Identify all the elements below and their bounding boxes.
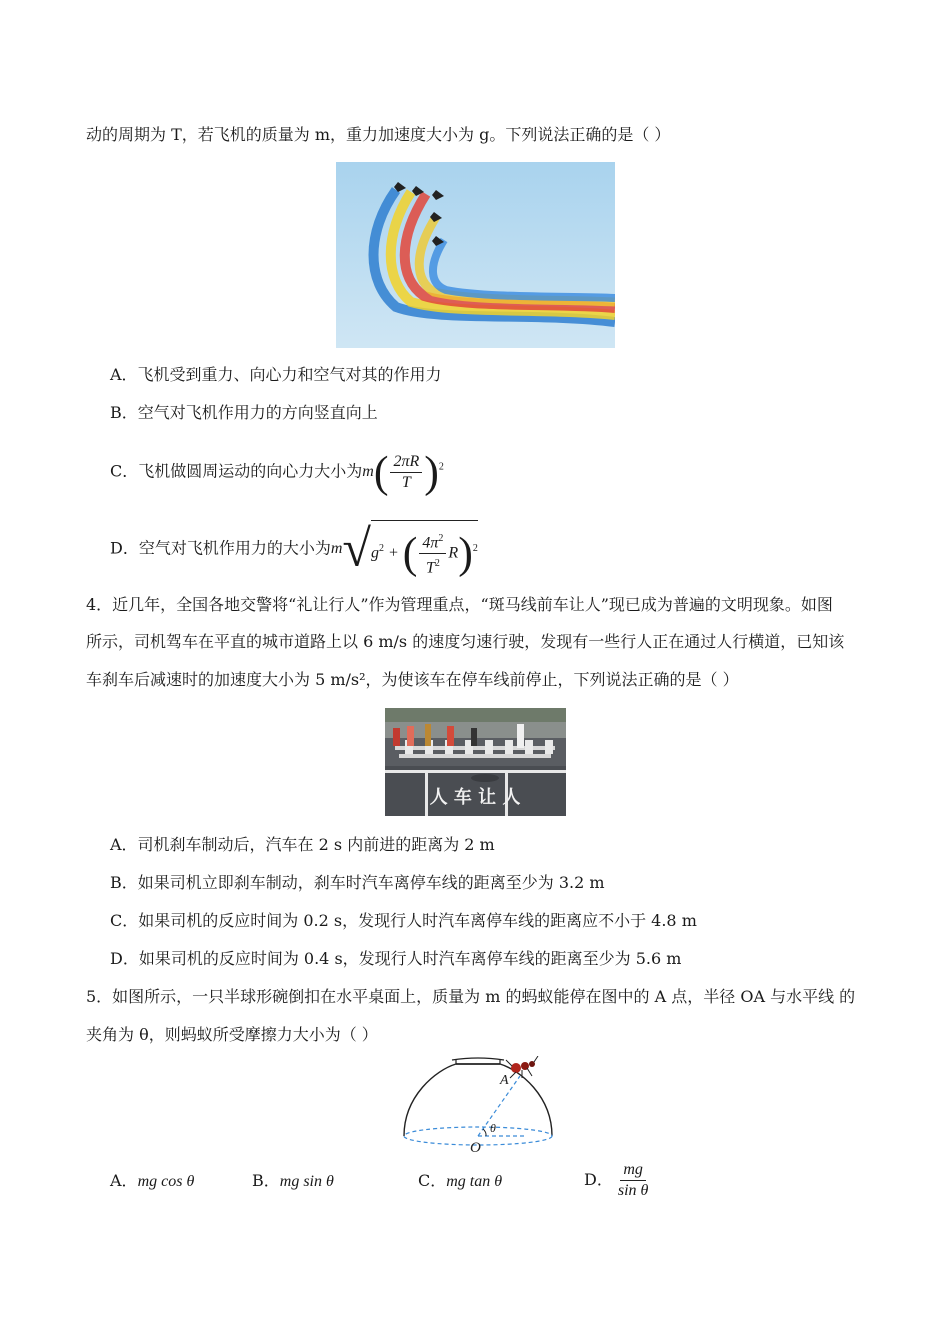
q5-option-a-expr: mg cos θ xyxy=(137,1173,195,1190)
q4-stem-line2: 所示，司机驾车在平直的城市道路上以 6 m/s 的速度匀速行驶，发现有一些行人正在通过人行横道，已知该 xyxy=(86,632,845,651)
theta-label: θ xyxy=(490,1121,496,1135)
crosswalk-photo-drawing xyxy=(385,708,566,816)
q3-option-c xyxy=(110,446,444,495)
q5-option-b xyxy=(252,1170,334,1193)
q4-option-d: D．如果司机的反应时间为 0.4 s，发现行人时汽车离停车线的距离至少为 5.6 m xyxy=(110,949,682,968)
q4-option-b: B．如果司机立即刹车制动，刹车时汽车离停车线的距离至少为 3.2 m xyxy=(110,873,605,892)
q3-option-d-formula: $m√g^2$ + ( $\frac{4\pi^2}{T^2}$ R)$^2$ xyxy=(330,520,478,578)
q3-option-a: A．飞机受到重力、向心力和空气对其的作用力 xyxy=(110,365,442,384)
q3-option-c-formula: m( $\frac{2\pi R}{T}$ )$^2$ xyxy=(362,447,444,497)
q5-option-c-label: C． xyxy=(418,1171,447,1190)
q4-stem-line3: 车刹车后减速时的加速度大小为 5 m/s²，为使该车在停车线前停止，下列说法正确的是（ ） xyxy=(86,670,739,689)
hemisphere-bowl-diagram xyxy=(396,1056,560,1154)
q5-option-d xyxy=(584,1160,653,1201)
q5-stem-line2: 夹角为 θ，则蚂蚁所受摩擦力大小为（ ） xyxy=(86,1025,378,1044)
q5-option-c xyxy=(418,1170,502,1193)
airshow-photo xyxy=(336,162,615,348)
q3-stem-tail: 动的周期为 T，若飞机的质量为 m，重力加速度大小为 g。下列说法正确的是（ ） xyxy=(86,125,671,144)
q3-option-c-text: C．飞机做圆周运动的向心力大小为 xyxy=(110,461,363,481)
airshow-photo-drawing xyxy=(336,162,615,348)
q3-option-b: B．空气对飞机作用力的方向竖直向上 xyxy=(110,403,378,422)
q5-option-b-label: B． xyxy=(252,1171,280,1190)
q5-option-b-expr: mg sin θ xyxy=(279,1173,334,1190)
q5-stem-line1: 5．如图所示，一只半球形碗倒扣在水平桌面上，质量为 m 的蚂蚁能停在图中的 A 点，半径 OA 与水平线 的 xyxy=(86,987,856,1006)
q5-option-d-numerator: mg xyxy=(620,1160,646,1181)
road-marking-text: 人 车 让 人 xyxy=(429,787,521,808)
q5-option-a-label: A． xyxy=(110,1171,138,1190)
bowl-drawing xyxy=(396,1056,560,1154)
q4-stem-line1: 4．近几年，全国各地交警将“礼让行人”作为管理重点，“斑马线前车让人”现已成为普遍的文明现象。如图 xyxy=(86,595,833,614)
point-o-label: O xyxy=(470,1140,481,1154)
q3-option-d-text: D．空气对飞机作用力的大小为 xyxy=(110,538,331,558)
q3-option-d xyxy=(110,520,478,579)
q5-option-c-expr: mg tan θ xyxy=(446,1173,503,1190)
q5-option-d-label: D． xyxy=(584,1170,613,1189)
crosswalk-photo xyxy=(385,708,566,816)
point-a-label: A xyxy=(500,1073,509,1088)
q4-option-a: A．司机刹车制动后，汽车在 2 s 内前进的距离为 2 m xyxy=(110,835,495,854)
q5-option-a xyxy=(110,1170,194,1193)
q5-option-d-fraction xyxy=(615,1160,652,1201)
q4-option-c: C．如果司机的反应时间为 0.2 s，发现行人时汽车离停车线的距离应不小于 4.8 m xyxy=(110,911,697,930)
q5-option-d-denominator: sin θ xyxy=(617,1182,649,1199)
ant-icon xyxy=(506,1056,538,1078)
